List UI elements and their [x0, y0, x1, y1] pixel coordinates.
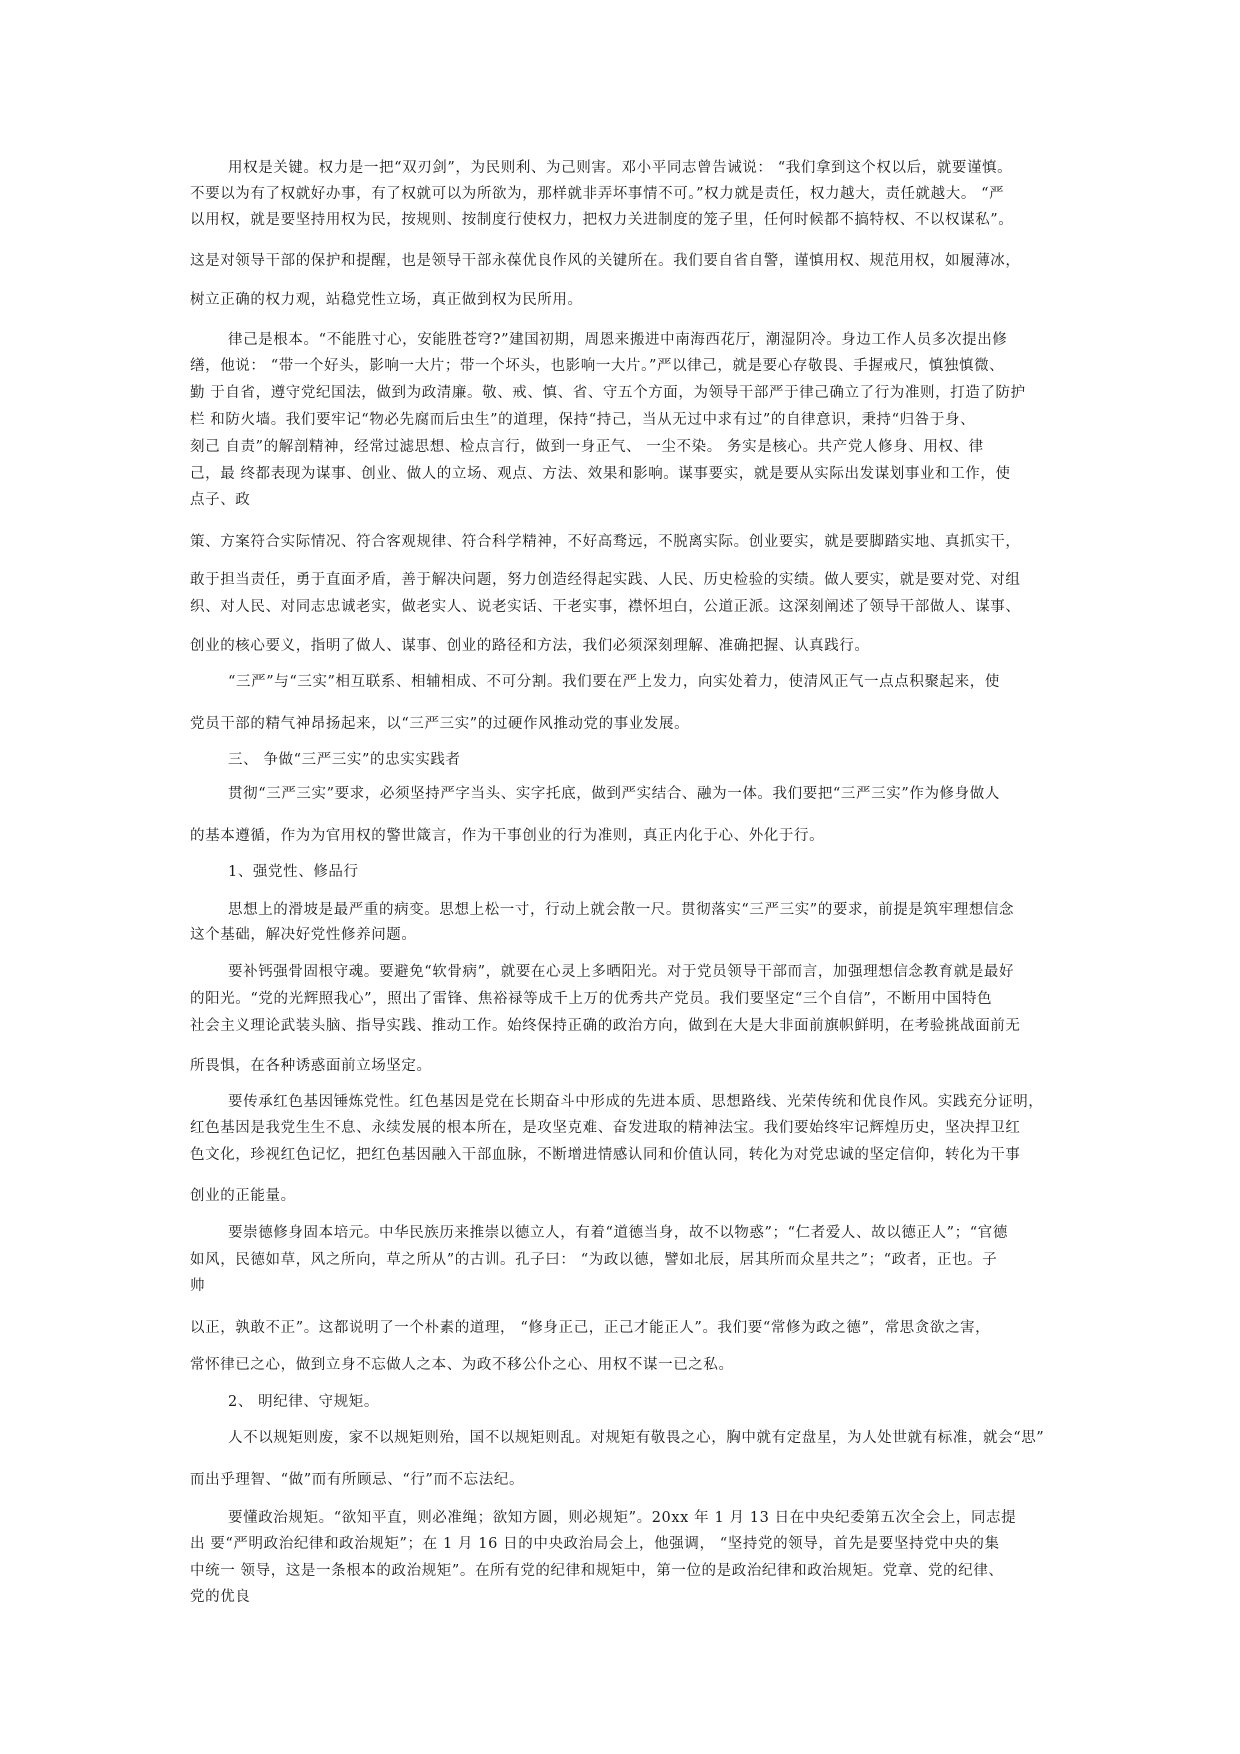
section-heading: 三、 争做“三严三实”的忠实实践者	[228, 752, 461, 768]
text-line: 这是对领导干部的保护和提醒，也是领导干部永葆优良作风的关键所在。我们要自省自警，谨慎用权、规范用权，如履薄冰，	[190, 253, 1021, 269]
text-line: 党的优良	[190, 1589, 251, 1605]
subsection-heading: 2、 明纪律、守规矩。	[228, 1394, 379, 1410]
text-line: 律己是根本。“不能胜寸心，安能胜苍穹?”建国初期，周恩来搬进中南海西花厅，潮湿阴冷。身边工作人员多次提出修	[228, 332, 1008, 348]
text-line: 缮，他说： “带一个好头，影响一大片；带一个坏头，也影响一大片。”严以律己，就是要心存敬畏、手握戒尺，慎独慎微、	[190, 358, 1005, 374]
text-line: 要崇德修身固本培元。中华民族历来推崇以德立人，有着“道德当身，故不以物惑”；“仁者爱人、故以德正人”；“官德	[228, 1225, 1008, 1241]
text-line: 思想上的滑坡是最严重的病变。思想上松一寸，行动上就会散一尺。贯彻落实“三严三实”的要求，前提是筑牢理想信念	[228, 902, 1015, 918]
text-line: 树立正确的权力观，站稳党性立场，真正做到权为民所用。	[190, 292, 583, 308]
text-line: 社会主义理论武装头脑、指导实践、推动工作。始终保持正确的政治方向，做到在大是大非面前旗帜鲜明，在考验挑战面前无	[190, 1018, 1021, 1034]
text-line: 用权是关键。权力是一把“双刃剑”，为民则利、为己则害。邓小平同志曾告诫说： “我们拿到这个权以后，就要谨慎。	[228, 160, 1013, 176]
text-line: 刻己 自责”的解剖精神，经常过滤思想、检点言行，做到一身正气、 一尘不染。 务实是核心。共产党人修身、用权、律	[190, 439, 984, 455]
text-line: 中统一 领导，这是一条根本的政治规矩”。在所有党的纪律和规矩中，第一位的是政治纪律和政治规矩。党章、党的纪律、	[190, 1563, 1004, 1579]
text-line: 以用权，就是要坚持用权为民，按规则、按制度行使权力，把权力关进制度的笼子里，任何时候都不搞特权、不以权谋私”。	[190, 212, 1014, 228]
text-line: 要传承红色基因锤炼党性。红色基因是党在长期奋斗中形成的先进本质、思想路线、光荣传统和优良作风。实践充分证明，	[228, 1094, 1044, 1110]
text-line: 的基本遵循，作为为官用权的警世箴言，作为干事创业的行为准则，真正内化于心、外化于行。	[190, 828, 825, 844]
text-line: 出 要“严明政治纪律和政治规矩”；在 1 月 16 日的中央政治局会上，他强调， “坚持党的领导，首先是要坚持党中央的集	[190, 1536, 1000, 1552]
text-line: 色文化，珍视红色记忆，把红色基因融入干部血脉，不断增进情感认同和价值认同，转化为对党忠诚的坚定信仰，转化为干事	[190, 1147, 1021, 1163]
text-line: 人不以规矩则废，家不以规矩则殆，国不以规矩则乱。对规矩有敬畏之心，胸中就有定盘星，为人处世就有标准，就会“思”	[228, 1430, 1045, 1446]
text-line: 而出乎理智、“做”而有所顾忌、“行”而不忘法纪。	[190, 1472, 525, 1488]
text-line: 栏 和防火墙。我们要牢记“物必先腐而后虫生”的道理，保持“持己，当从无过中求有过”的自律意识，秉持“归咎于身、	[190, 412, 976, 428]
text-line: 要懂政治规矩。“欲知平直，则必准绳；欲知方圆，则必规矩”。20xx 年 1 月 13 日在中央纪委第五次全会上，同志提	[228, 1510, 1017, 1526]
text-line: 要补钙强骨固根守魂。要避免“软骨病”，就要在心灵上多晒阳光。对于党员领导干部而言，加强理想信念教育就是最好	[228, 964, 1015, 980]
text-line: 如风，民德如草，风之所向，草之所从”的古训。孔子曰： “为政以德，譬如北辰，居其所而众星共之”；“政者，正也。子	[190, 1252, 998, 1268]
text-line: 帅	[190, 1278, 206, 1294]
text-line: 勤 于自省，遵守党纪国法，做到为政清廉。敬、戒、慎、省、守五个方面，为领导干部严于律己确立了行为准则，打造了防护	[190, 385, 1026, 401]
subsection-heading: 1、强党性、修品行	[228, 864, 359, 880]
text-line: 创业的核心要义，指明了做人、谋事、创业的路径和方法，我们必须深刻理解、准确把握、认真践行。	[190, 638, 870, 654]
text-line: 己，最 终都表现为谋事、创业、做人的立场、观点、方法、效果和影响。谋事要实，就是要从实际出发谋划事业和工作，使	[190, 466, 1011, 482]
text-line: “三严”与“三实”相互联系、相辅相成、不可分割。我们要在严上发力，向实处着力，使清风正气一点点积聚起来，使	[228, 674, 1000, 690]
text-line: 红色基因是我党生生不息、永续发展的根本所在，是攻坚克难、奋发进取的精神法宝。我们要始终牢记辉煌历史，坚决捍卫红	[190, 1120, 1021, 1136]
text-line: 策、方案符合实际情况、符合客观规律、符合科学精神，不好高骛远，不脱离实际。创业要实，就是要脚踏实地、真抓实干，	[190, 534, 1021, 550]
text-line: 的阳光。“党的光辉照我心”，照出了雷锋、焦裕禄等成千上万的优秀共产党员。我们要坚定“三个自信”，不断用中国特色	[190, 991, 993, 1007]
text-line: 这个基础，解决好党性修养问题。	[190, 927, 417, 943]
text-line: 织、对人民、对同志忠诚老实，做老实人、说老实话、干老实事，襟怀坦白，公道正派。这深刻阐述了领导干部做人、谋事、	[190, 599, 1021, 615]
text-line: 以正，孰敢不正”。这都说明了一个朴素的道理， “修身正己，正己才能正人”。我们要“常修为政之德”，常思贪欲之害，	[190, 1320, 991, 1336]
text-line: 所畏惧，在各种诱惑面前立场坚定。	[190, 1058, 432, 1074]
text-line: 不要以为有了权就好办事，有了权就可以为所欲为，那样就非弄坏事情不可。”权力就是责任，权力越大，责任就越大。 “严	[190, 186, 1005, 202]
text-line: 敢于担当责任，勇于直面矛盾，善于解决问题，努力创造经得起实践、人民、历史检验的实绩。做人要实，就是要对党、对组	[190, 572, 1021, 588]
text-line: 常怀律已之心，做到立身不忘做人之本、为政不移公仆之心、用权不谋一已之私。	[190, 1357, 734, 1373]
text-line: 贯彻“三严三实”要求，必须坚持严字当头、实字托底，做到严实结合、融为一体。我们要把“三严三实”作为修身做人	[228, 786, 1000, 802]
text-line: 党员干部的精气神昂扬起来，以“三严三实”的过硬作风推动党的事业发展。	[190, 716, 690, 732]
text-line: 创业的正能量。	[190, 1188, 296, 1204]
text-line: 点子、政	[190, 492, 251, 508]
